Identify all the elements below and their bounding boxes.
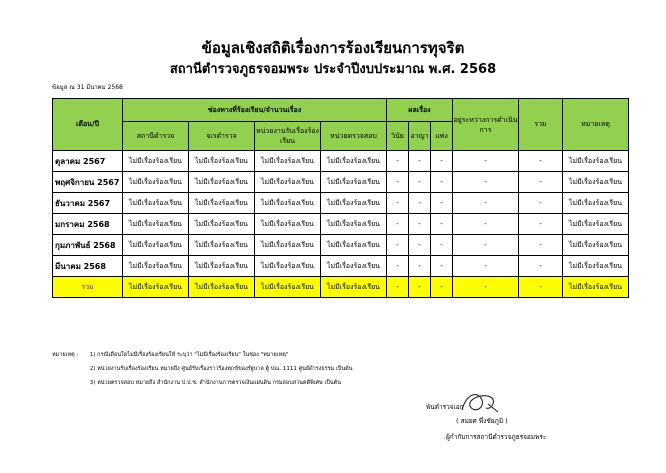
header-remark: หมายเหตุ <box>563 99 629 151</box>
table-row <box>53 235 629 256</box>
cell-audit-unit: ไม่มีเรื่องร้องเรียน <box>321 235 387 256</box>
cell-discipline: - <box>387 235 409 256</box>
header-channel-police-inspector: จเรตำรวจ <box>189 122 255 151</box>
note-1: 1) กรณีเดือนใดไม่มีเรื่องร้องเรียนให้ ระบุว่า "ไม่มีเรื่องร้องเรียน" ในช่อง "หมายเหตุ" <box>89 352 289 358</box>
cell-complaint-unit: ไม่มีเรื่องร้องเรียน <box>255 193 321 214</box>
header-result-civil: แพ่ง <box>431 122 453 151</box>
header-result: ผลเรื่อง <box>387 99 453 122</box>
cell-discipline: - <box>387 193 409 214</box>
cell-complaint-unit: ไม่มีเรื่องร้องเรียน <box>255 214 321 235</box>
row-month: มกราคม 2568 <box>53 214 123 235</box>
total-police-inspector: ไม่มีเรื่องร้องเรียน <box>189 277 255 298</box>
cell-total: - <box>519 151 563 172</box>
cell-civil: - <box>431 151 453 172</box>
cell-complaint-unit: ไม่มีเรื่องร้องเรียน <box>255 151 321 172</box>
cell-in-progress: - <box>453 256 519 277</box>
cell-audit-unit: ไม่มีเรื่องร้องเรียน <box>321 151 387 172</box>
cell-remark: ไม่มีเรื่องร้องเรียน <box>563 256 629 277</box>
cell-station: ไม่มีเรื่องร้องเรียน <box>123 256 189 277</box>
cell-station: ไม่มีเรื่องร้องเรียน <box>123 172 189 193</box>
signature-position: ผู้กำกับการสถานีตำรวจภูธรจอมพระ <box>446 433 547 441</box>
cell-total: - <box>519 214 563 235</box>
cell-civil: - <box>431 256 453 277</box>
cell-remark: ไม่มีเรื่องร้องเรียน <box>563 235 629 256</box>
cell-civil: - <box>431 193 453 214</box>
cell-civil: - <box>431 172 453 193</box>
row-month: ธันวาคม 2567 <box>53 193 123 214</box>
cell-total: - <box>519 256 563 277</box>
total-in-progress: - <box>453 277 519 298</box>
cell-criminal: - <box>409 172 431 193</box>
cell-remark: ไม่มีเรื่องร้องเรียน <box>563 172 629 193</box>
table-row <box>53 151 629 172</box>
cell-discipline: - <box>387 214 409 235</box>
notes-section <box>52 348 352 390</box>
cell-in-progress: - <box>453 235 519 256</box>
document-title: ข้อมูลเชิงสถิติเรื่องการร้องเรียนการทุจริต <box>201 39 465 57</box>
document-subtitle: สถานีตำรวจภูธรจอมพระ ประจำปีงบประมาณ พ.ศ. 2568 <box>169 62 497 77</box>
total-criminal: - <box>409 277 431 298</box>
table-row <box>53 172 629 193</box>
total-civil: - <box>431 277 453 298</box>
cell-station: ไม่มีเรื่องร้องเรียน <box>123 193 189 214</box>
cell-total: - <box>519 193 563 214</box>
header-month: เดือน/ปี <box>53 99 123 151</box>
cell-complaint-unit: ไม่มีเรื่องร้องเรียน <box>255 256 321 277</box>
cell-criminal: - <box>409 256 431 277</box>
cell-in-progress: - <box>453 151 519 172</box>
note-3: 3) หน่วยตรวจสอบ หมายถึง สำนักงาน ป.ป.ช. สำนักงานการตรวจเงินแผ่นดิน กรมสอบสวนคดีพิเศษ เป็นต้น <box>89 380 341 386</box>
cell-station: ไม่มีเรื่องร้องเรียน <box>123 235 189 256</box>
cell-police-inspector: ไม่มีเรื่องร้องเรียน <box>189 172 255 193</box>
row-month: พฤศจิกายน 2567 <box>53 172 123 193</box>
cell-in-progress: - <box>453 172 519 193</box>
table-row <box>53 214 629 235</box>
cell-discipline: - <box>387 172 409 193</box>
total-total: - <box>519 277 563 298</box>
total-station: ไม่มีเรื่องร้องเรียน <box>123 277 189 298</box>
header-channel-complaint-unit: หน่วยงานรับเรื่องร้องเรียน <box>255 122 321 151</box>
cell-police-inspector: ไม่มีเรื่องร้องเรียน <box>189 235 255 256</box>
cell-in-progress: - <box>453 193 519 214</box>
header-result-criminal: อาญา <box>409 122 431 151</box>
row-month: ตุลาคม 2567 <box>53 151 123 172</box>
cell-complaint-unit: ไม่มีเรื่องร้องเรียน <box>255 235 321 256</box>
cell-civil: - <box>431 214 453 235</box>
cell-police-inspector: ไม่มีเรื่องร้องเรียน <box>189 151 255 172</box>
signature-icon <box>458 388 502 418</box>
header-in-progress: อยู่ระหว่างการดำเนินการ <box>453 99 519 151</box>
cell-audit-unit: ไม่มีเรื่องร้องเรียน <box>321 172 387 193</box>
total-label: รวม <box>53 277 123 298</box>
header-total: รวม <box>519 99 563 151</box>
cell-complaint-unit: ไม่มีเรื่องร้องเรียน <box>255 172 321 193</box>
cell-criminal: - <box>409 151 431 172</box>
header-channel-station: สถานีตำรวจ <box>123 122 189 151</box>
note-2: 2) หน่วยงานรับเรื่องร้องเรียน หมายถึง ศูนย์รับเรื่องราวร้องทุกข์ของรัฐบาล ตู้ ปณ. 1111 ศูนย์ดำรงธรรม เป็นต้น <box>89 366 353 372</box>
total-discipline: - <box>387 277 409 298</box>
header-result-discipline: วินัย <box>387 122 409 151</box>
notes-label: หมายเหตุ : <box>52 352 79 358</box>
cell-discipline: - <box>387 256 409 277</box>
cell-remark: ไม่มีเรื่องร้องเรียน <box>563 214 629 235</box>
cell-criminal: - <box>409 193 431 214</box>
cell-station: ไม่มีเรื่องร้องเรียน <box>123 214 189 235</box>
row-month: กุมภาพันธ์ 2568 <box>53 235 123 256</box>
total-complaint-unit: ไม่มีเรื่องร้องเรียน <box>255 277 321 298</box>
cell-total: - <box>519 235 563 256</box>
cell-total: - <box>519 172 563 193</box>
cell-audit-unit: ไม่มีเรื่องร้องเรียน <box>321 256 387 277</box>
signature-rank: พันตำรวจเอก <box>426 403 464 411</box>
table-row <box>53 193 629 214</box>
row-month: มีนาคม 2568 <box>53 256 123 277</box>
cell-criminal: - <box>409 214 431 235</box>
table-row <box>53 256 629 277</box>
header-channels: ช่องทางที่ร้องเรียน/จำนวนเรื่อง <box>123 99 387 122</box>
cell-audit-unit: ไม่มีเรื่องร้องเรียน <box>321 193 387 214</box>
cell-station: ไม่มีเรื่องร้องเรียน <box>123 151 189 172</box>
cell-in-progress: - <box>453 214 519 235</box>
as-of-date: ข้อมูล ณ 31 มีนาคม 2568 <box>52 84 123 91</box>
cell-remark: ไม่มีเรื่องร้องเรียน <box>563 193 629 214</box>
cell-police-inspector: ไม่มีเรื่องร้องเรียน <box>189 193 255 214</box>
cell-audit-unit: ไม่มีเรื่องร้องเรียน <box>321 214 387 235</box>
header-channel-audit-unit: หน่วยตรวจสอบ <box>321 122 387 151</box>
cell-discipline: - <box>387 151 409 172</box>
complaint-stats-table <box>52 98 629 298</box>
cell-police-inspector: ไม่มีเรื่องร้องเรียน <box>189 214 255 235</box>
cell-police-inspector: ไม่มีเรื่องร้องเรียน <box>189 256 255 277</box>
cell-criminal: - <box>409 235 431 256</box>
total-audit-unit: ไม่มีเรื่องร้องเรียน <box>321 277 387 298</box>
cell-civil: - <box>431 235 453 256</box>
total-row <box>53 277 629 298</box>
signature-name: ( สมยศ พึ่งชัยภูมิ ) <box>456 417 508 425</box>
total-remark: ไม่มีเรื่องร้องเรียน <box>563 277 629 298</box>
cell-remark: ไม่มีเรื่องร้องเรียน <box>563 151 629 172</box>
